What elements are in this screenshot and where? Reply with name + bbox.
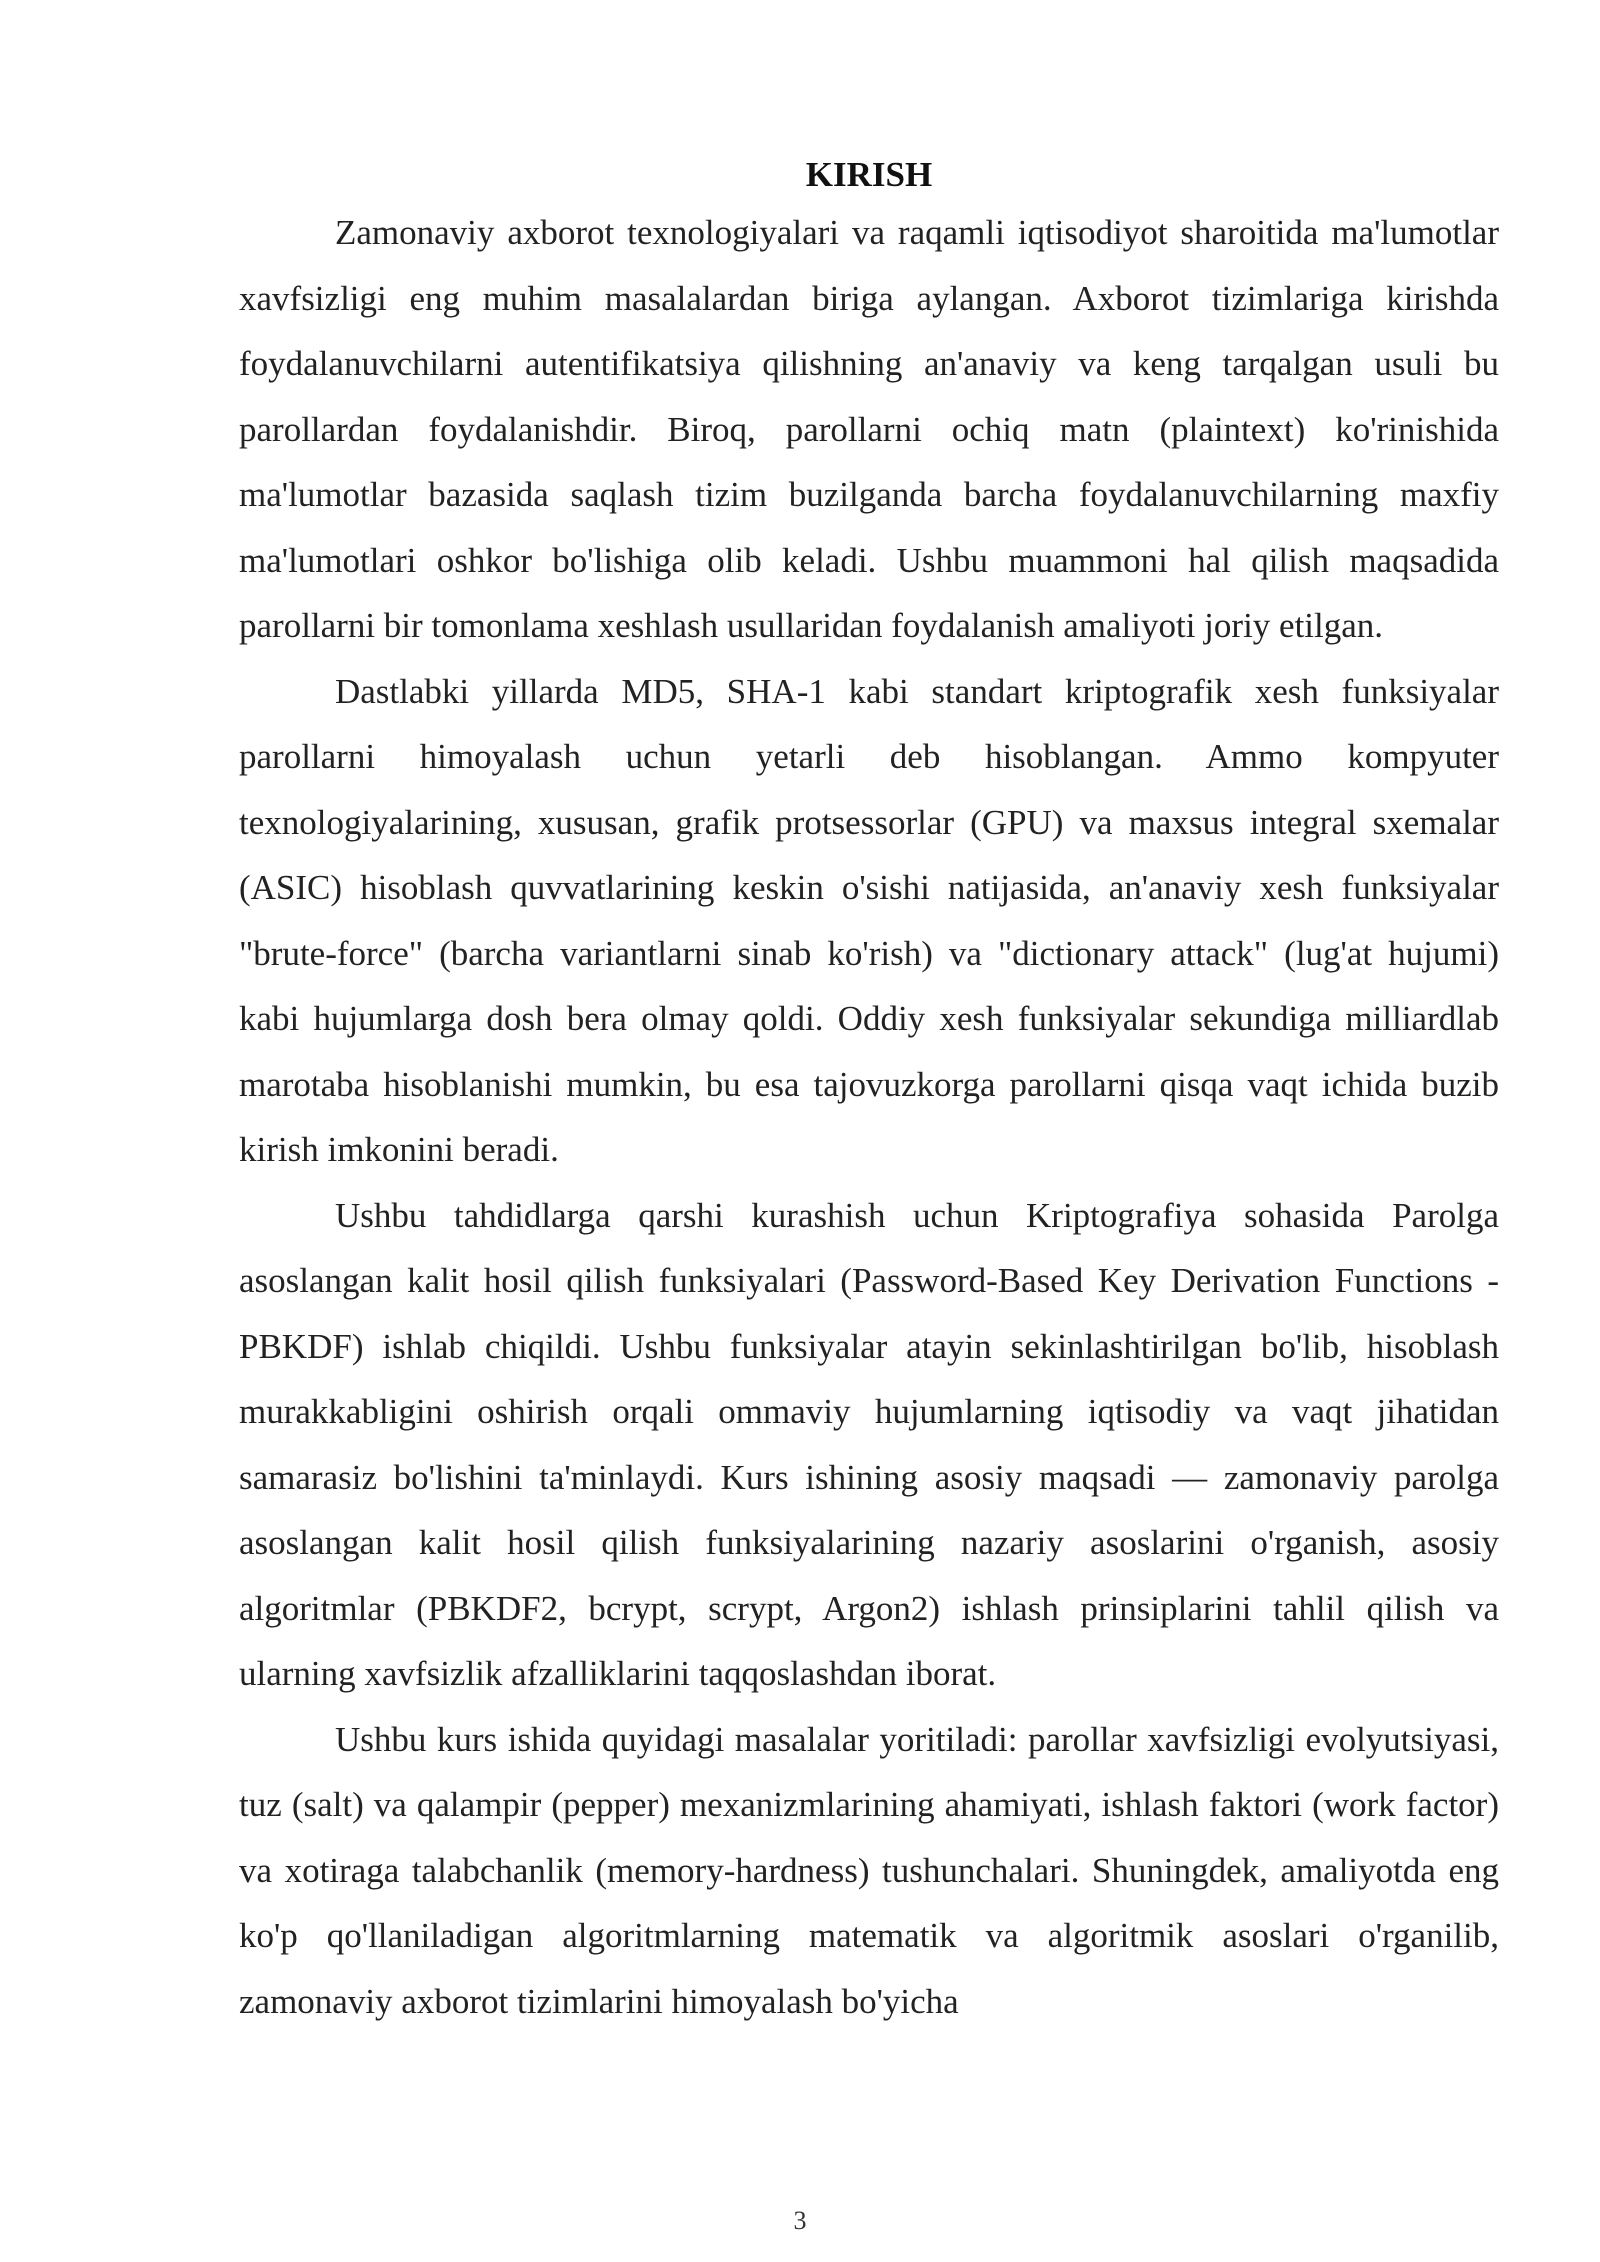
paragraph-intro: Zamonaviy axborot texnologiyalari va raqamli iqtisodiyot sharoitida ma'lumotlar xavfsizligi eng muhim masalalardan biriga aylangan. Axborot tizimlariga kirishda foydalanuvchilarni autentifikatsiya qilishning an'anaviy va keng tarqalgan usuli bu parollardan foydalanishdir. Biroq, parollarni ochiq matn (plaintext) ko'rinishida ma'lumotlar bazasida saqlash tizim buzilganda barcha foydalanuvchilarning maxfiy ma'lumotlari oshkor bo'lishiga olib keladi. Ushbu muammoni hal qilish maqsadida parollarni bir tomonlama xeshlash usullaridan foydalanish amaliyoti joriy etilgan. <box>239 213 1499 645</box>
paragraph-hash-history: Dastlabki yillarda MD5, SHA-1 kabi standart kriptografik xesh funksiyalar parollarni himoyalash uchun yetarli deb hisoblangan. Ammo kompyuter texnologiyalarining, xususan, grafik protsessorlar (GPU) va maxsus integral sxemalar (ASIC) hisoblash quvvatlarining keskin o'sishi natijasida, an'anaviy xesh funksiyalar "brute-force" (barcha variantlarni sinab ko'rish) va "dictionary attack" (lug'at hujumi) kabi hujumlarga dosh bera olmay qoldi. Oddiy xesh funksiyalar sekundiga milliardlab marotaba hisoblanishi mumkin, bu esa tajovuzkorga parollarni qisqa vaqt ichida buzib kirish imkonini beradi. <box>239 671 1499 1169</box>
section-title: KIRISH <box>805 155 933 194</box>
page-content <box>239 150 1499 2034</box>
paragraph-topics: Ushbu kurs ishida quyidagi masalalar yoritiladi: parollar xavfsizligi evolyutsiyasi, tuz (salt) va qalampir (pepper) mexanizmlarining ahamiyati, ishlash faktori (work factor) va xotiraga talabchanlik (memory-hardness) tushunchalari. Shuningdek, amaliyotda eng ko'p qo'llaniladigan algoritmlarning matematik va algoritmik asoslari o'rganilib, zamonaviy axborot tizimlarini himoyalash bo'yicha <box>239 1719 1499 2021</box>
paragraph-pbkdf-goal: Ushbu tahdidlarga qarshi kurashish uchun Kriptografiya sohasida Parolga asoslangan kalit hosil qilish funksiyalari (Password-Based Key Derivation Functions - PBKDF) ishlab chiqildi. Ushbu funksiyalar atayin sekinlashtirilgan bo'lib, hisoblash murakkabligini oshirish orqali ommaviy hujumlarning iqtisodiy va vaqt jihatidan samarasiz bo'lishini ta'minlaydi. Kurs ishining asosiy maqsadi — zamonaviy parolga asoslangan kalit hosil qilish funksiyalarining nazariy asoslarini o'rganish, asosiy algoritmlar (PBKDF2, bcrypt, scrypt, Argon2) ishlash prinsiplarini tahlil qilish va ularning xavfsizlik afzalliklarini taqqoslashdan iborat. <box>239 1195 1499 1693</box>
page-number: 3 <box>793 2206 807 2235</box>
